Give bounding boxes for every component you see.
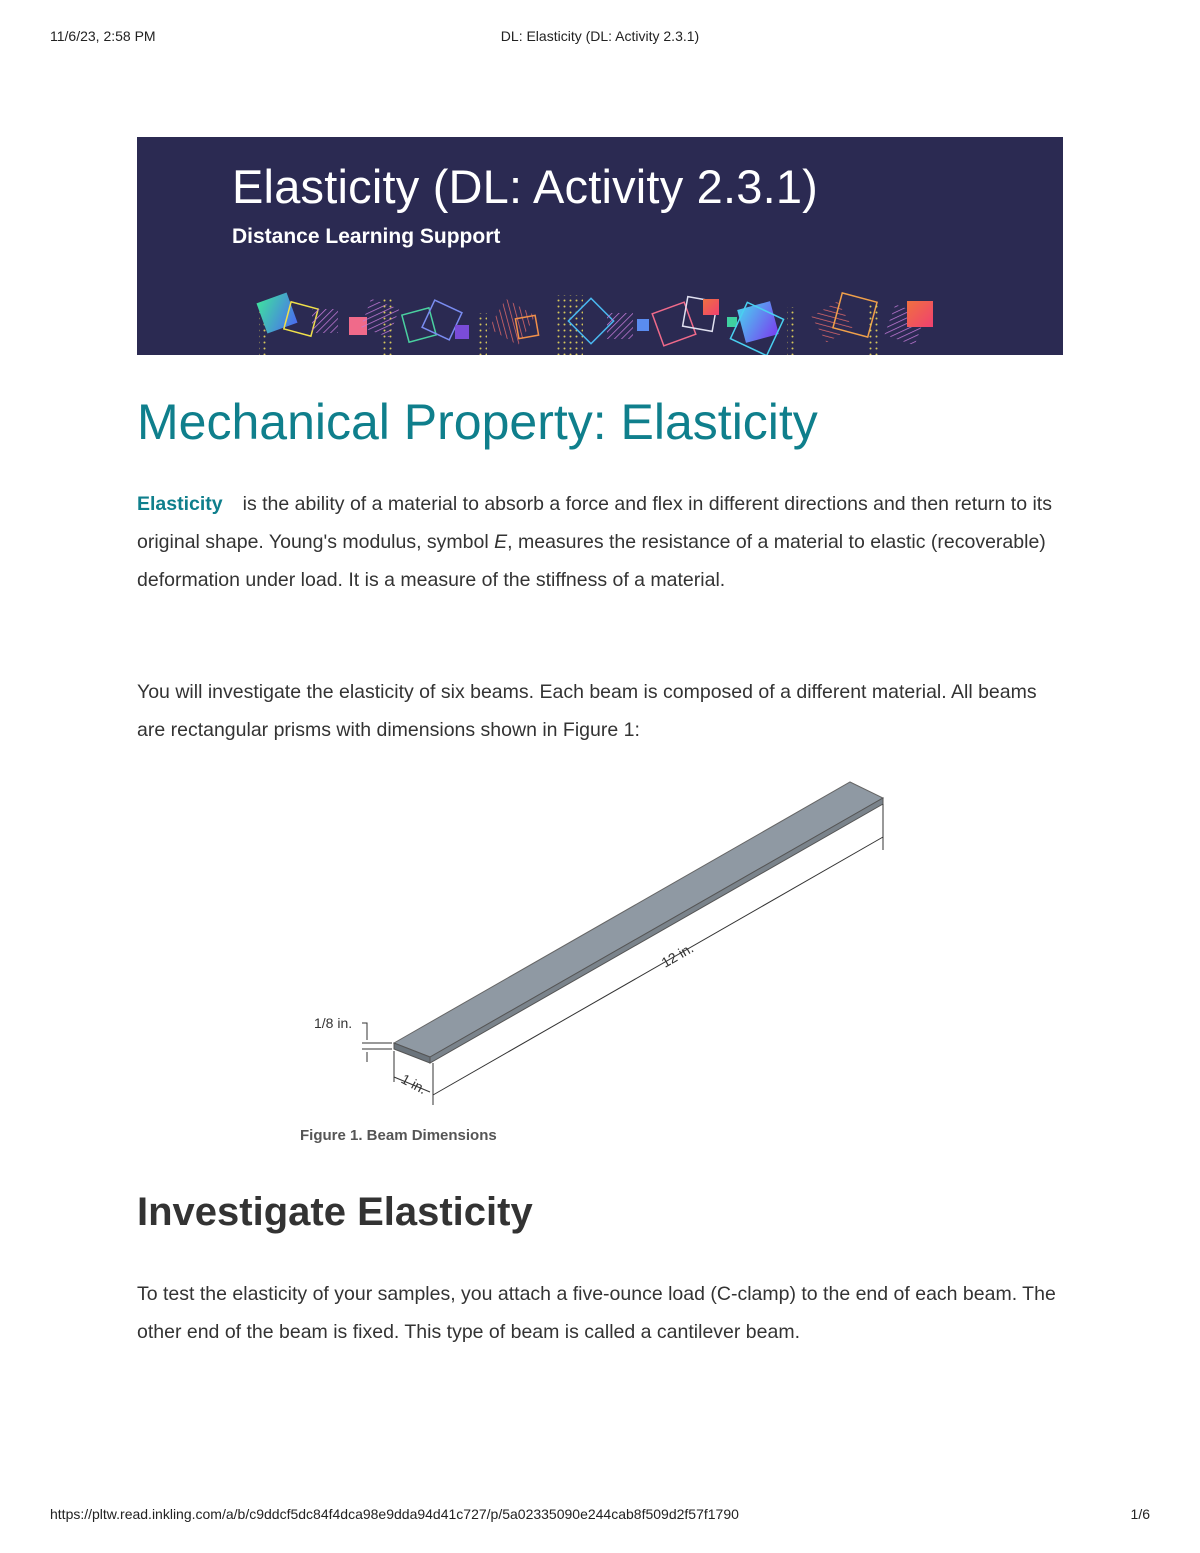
print-page-title: DL: Elasticity (DL: Activity 2.3.1) [500, 28, 700, 44]
print-header [50, 28, 1150, 48]
thickness-label: 1/8 in. [314, 1015, 353, 1031]
print-page-number: 1/6 [1130, 1506, 1150, 1522]
print-url: https://pltw.read.inkling.com/a/b/c9ddcf5dc84f4dca98e9dda94d41c727/p/5a02335090e244cab8f509d2f57f1790 [50, 1506, 739, 1522]
print-datetime: 11/6/23, 2:58 PM [50, 28, 156, 44]
investigation-intro-paragraph: You will investigate the elasticity of six beams. Each beam is composed of a different material. All beams are rectangular prisms with dimensions shown in Figure 1: [137, 681, 1037, 741]
length-label: 12 in. [658, 939, 697, 971]
width-label: 1 in. [398, 1070, 430, 1098]
beam-side-edge [430, 798, 883, 1063]
banner-title: Elasticity (DL: Activity 2.3.1) [232, 160, 819, 213]
youngs-modulus-symbol: E [494, 531, 508, 553]
definition-text-part2: , measures the resistance of a material to elastic (recoverable) deformation under load. It is a measure of the stiffness of a material. [137, 531, 1046, 591]
elasticity-term: Elasticity [137, 493, 223, 515]
elasticity-definition-paragraph [137, 485, 1067, 599]
activity-banner [137, 137, 1063, 355]
section-heading-investigate-elasticity: Investigate Elasticity [137, 1190, 533, 1234]
banner-subtitle: Distance Learning Support [232, 225, 501, 248]
beam-top-face [394, 782, 883, 1057]
cantilever-paragraph: To test the elasticity of your samples, you attach a five-ounce load (C-clamp) to the end of each beam. The other end of the beam is fixed. This type of beam is called a cantilever beam. [137, 1283, 1056, 1343]
print-footer [50, 1506, 1150, 1526]
beam-dimensions-figure [300, 770, 900, 1125]
thickness-leader [362, 1023, 367, 1040]
section-heading-mechanical-property: Mechanical Property: Elasticity [137, 394, 818, 450]
figure-caption: Figure 1. Beam Dimensions [300, 1127, 497, 1144]
definition-text-part1: is the ability of a material to absorb a force and flex in different directions and then return to its original shape. Young's modulus, symbol [137, 493, 1052, 553]
length-dimension-line [433, 837, 883, 1095]
